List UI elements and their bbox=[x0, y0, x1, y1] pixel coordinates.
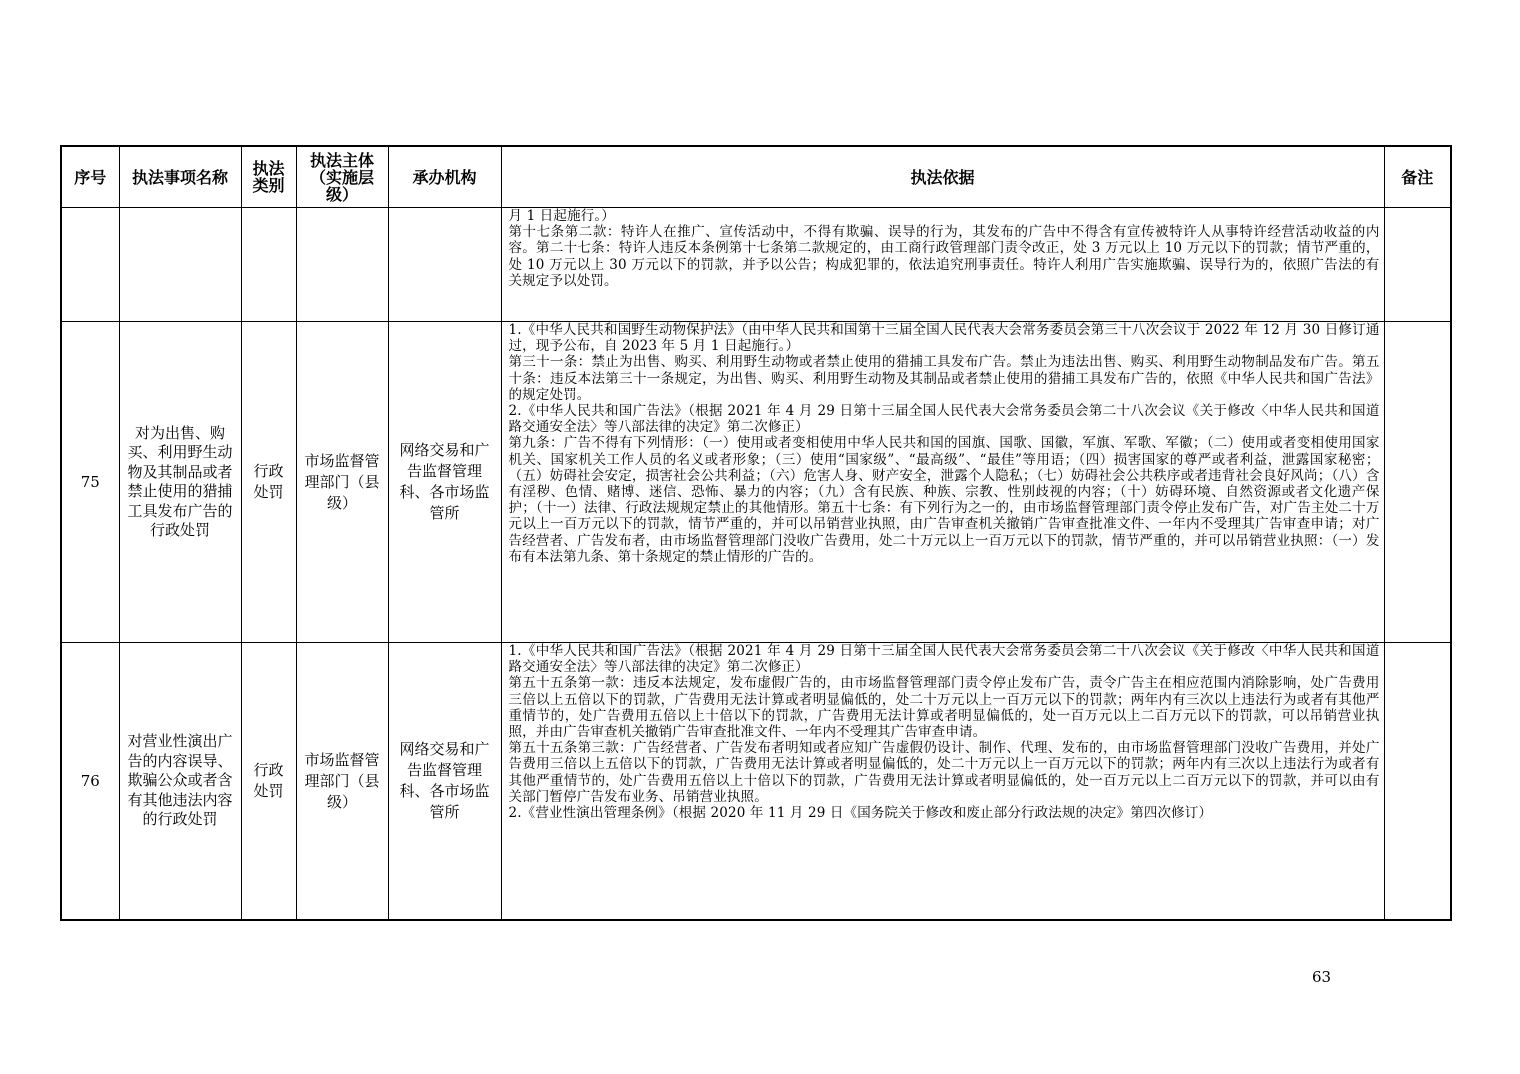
cell-basis-continuation bbox=[501, 208, 1384, 322]
cell-category: 行政处罚 bbox=[241, 643, 296, 921]
basis-paragraph: 1.《中华人民共和国野生动物保护法》（由中华人民共和国第十三届全国人民代表大会常务委员会第三十八次会议于 2022 年 12 月 30 日修订通过，现予公布，自 2023 年 5 月 1 日起施行。） bbox=[508, 322, 1380, 355]
header-remark: 备注 bbox=[1384, 146, 1451, 208]
page-number: 63 bbox=[1312, 968, 1332, 986]
cell-remark bbox=[1384, 322, 1451, 643]
cell-category-empty bbox=[241, 208, 296, 322]
header-item-name: 执法事项名称 bbox=[119, 146, 241, 208]
table-row-continuation bbox=[61, 208, 1451, 322]
header-org: 承办机构 bbox=[388, 146, 501, 208]
cell-subject-empty bbox=[296, 208, 388, 322]
header-basis: 执法依据 bbox=[501, 146, 1384, 208]
header-category: 执法类别 bbox=[241, 146, 296, 208]
cell-org: 网络交易和广告监督管理科、各市场监管所 bbox=[388, 643, 501, 921]
cell-remark bbox=[1384, 643, 1451, 921]
cell-seq: 75 bbox=[61, 322, 119, 643]
cell-org-empty bbox=[388, 208, 501, 322]
basis-paragraph: 2.《中华人民共和国广告法》（根据 2021 年 4 月 29 日第十三届全国人民代表大会常务委员会第二十八次会议《关于修改〈中华人民共和国道路交通安全法〉等八部法律的决定》第二次修正） bbox=[508, 403, 1380, 436]
basis-paragraph: 1.《中华人民共和国广告法》（根据 2021 年 4 月 29 日第十三届全国人民代表大会常务委员会第二十八次会议《关于修改〈中华人民共和国道路交通安全法〉等八部法律的决定》第二次修正） bbox=[508, 643, 1380, 676]
table-row-75 bbox=[61, 322, 1451, 643]
cell-item-name-empty bbox=[119, 208, 241, 322]
table-header-row bbox=[61, 146, 1451, 208]
cell-remark-empty bbox=[1384, 208, 1451, 322]
cell-subject: 市场监督管理部门（县级） bbox=[296, 322, 388, 643]
cell-item-name: 对为出售、购买、利用野生动物及其制品或者禁止使用的猎捕工具发布广告的行政处罚 bbox=[119, 322, 241, 643]
table-row-76 bbox=[61, 643, 1451, 921]
basis-paragraph: 第五十五条第三款：广告经营者、广告发布者明知或者应知广告虚假仍设计、制作、代理、发布的，由市场监督管理部门没收广告费用，并处广告费用三倍以上五倍以下的罚款，广告费用无法计算或者明显偏低的，处二十万元以上一百万元以下的罚款；两年内有三次以上违法行为或者有其他严重情节的，处广告费用五倍以上十倍以下的罚款，广告费用无法计算或者明显偏低的，处一百万元以上二百万元以下的罚款，并可以由有关部门暂停广告发布业务、吊销营业执照。 bbox=[508, 740, 1380, 805]
cell-item-name: 对营业性演出广告的内容误导、欺骗公众或者含有其他违法内容的行政处罚 bbox=[119, 643, 241, 921]
basis-paragraph: 月 1 日起施行。） bbox=[508, 208, 615, 224]
cell-category: 行政处罚 bbox=[241, 322, 296, 643]
cell-org: 网络交易和广告监督管理科、各市场监管所 bbox=[388, 322, 501, 643]
basis-paragraph: 第十七条第二款：特许人在推广、宣传活动中，不得有欺骗、误导的行为，其发布的广告中不得含有宣传被特许人从事特许经营活动收益的内容。第二十七条：特许人违反本条例第十七条第二款规定的，由工商行政管理部门责令改正，处 3 万元以上 10 万元以下的罚款；情节严重的，处 10 万元以上 30 万元以下的罚款，并予以公告；构成犯罪的，依法追究刑事责任。特许人利用广告实施欺骗、误导行为的，依照广告法的有关规定予以处罚。 bbox=[508, 224, 1380, 289]
cell-subject: 市场监督管理部门（县级） bbox=[296, 643, 388, 921]
cell-basis bbox=[501, 322, 1384, 643]
cell-basis bbox=[501, 643, 1384, 921]
basis-paragraph: 第五十五条第一款：违反本法规定，发布虚假广告的，由市场监督管理部门责令停止发布广告，责令广告主在相应范围内消除影响，处广告费用三倍以上五倍以下的罚款，广告费用无法计算或者明显偏低的，处二十万元以上一百万元以下的罚款；两年内有三次以上违法行为或者有其他严重情节的，处广告费用五倍以上十倍以下的罚款，广告费用无法计算或者明显偏低的，处一百万元以上二百万元以下的罚款，可以吊销营业执照，并由广告审查机关撤销广告审查批准文件、一年内不受理其广告审查申请。 bbox=[508, 675, 1380, 741]
header-seq: 序号 bbox=[61, 146, 119, 208]
basis-paragraph: 第三十一条：禁止为出售、购买、利用野生动物或者禁止使用的猎捕工具发布广告。禁止为违法出售、购买、利用野生动物制品发布广告。第五十条：违反本法第三十一条规定，为出售、购买、利用野生动物及其制品或者禁止使用的猎捕工具发布广告的，依照《中华人民共和国广告法》的规定处罚。 bbox=[508, 354, 1380, 403]
basis-paragraph: 第九条：广告不得有下列情形：（一）使用或者变相使用中华人民共和国的国旗、国歌、国徽，军旗、军歌、军徽；（二）使用或者变相使用国家机关、国家机关工作人员的名义或者形象；（三）使用“国家级”、“最高级”、“最佳”等用语；（四）损害国家的尊严或者利益，泄露国家秘密；（五）妨碍社会安定，损害社会公共利益；（六）危害人身、财产安全，泄露个人隐私；（七）妨碍社会公共秩序或者违背社会良好风尚；（八）含有淫秽、色情、赌博、迷信、恐怖、暴力的内容；（九）含有民族、种族、宗教、性别歧视的内容；（十）妨碍环境、自然资源或者文化遗产保护；（十一）法律、行政法规规定禁止的其他情形。第五十七条：有下列行为之一的，由市场监督管理部门责令停止发布广告，对广告主处二十万元以上一百万元以下的罚款，情节严重的，并可以吊销营业执照，由广告审查机关撤销广告审查批准文件、一年内不受理其广告审查申请；对广告经营者、广告发布者，由市场监督管理部门没收广告费用，处二十万元以上一百万元以下的罚款，情节严重的，并可以吊销营业执照：（一）发布有本法第九条、第十条规定的禁止情形的广告的。 bbox=[508, 435, 1380, 565]
cell-seq: 76 bbox=[61, 643, 119, 921]
basis-paragraph: 2.《营业性演出管理条例》（根据 2020 年 11 月 29 日《国务院关于修改和废止部分行政法规的决定》第四次修订） bbox=[508, 805, 1213, 822]
enforcement-items-table bbox=[60, 145, 1452, 921]
header-subject: 执法主体（实施层级） bbox=[296, 146, 388, 208]
cell-seq-empty bbox=[61, 208, 119, 322]
